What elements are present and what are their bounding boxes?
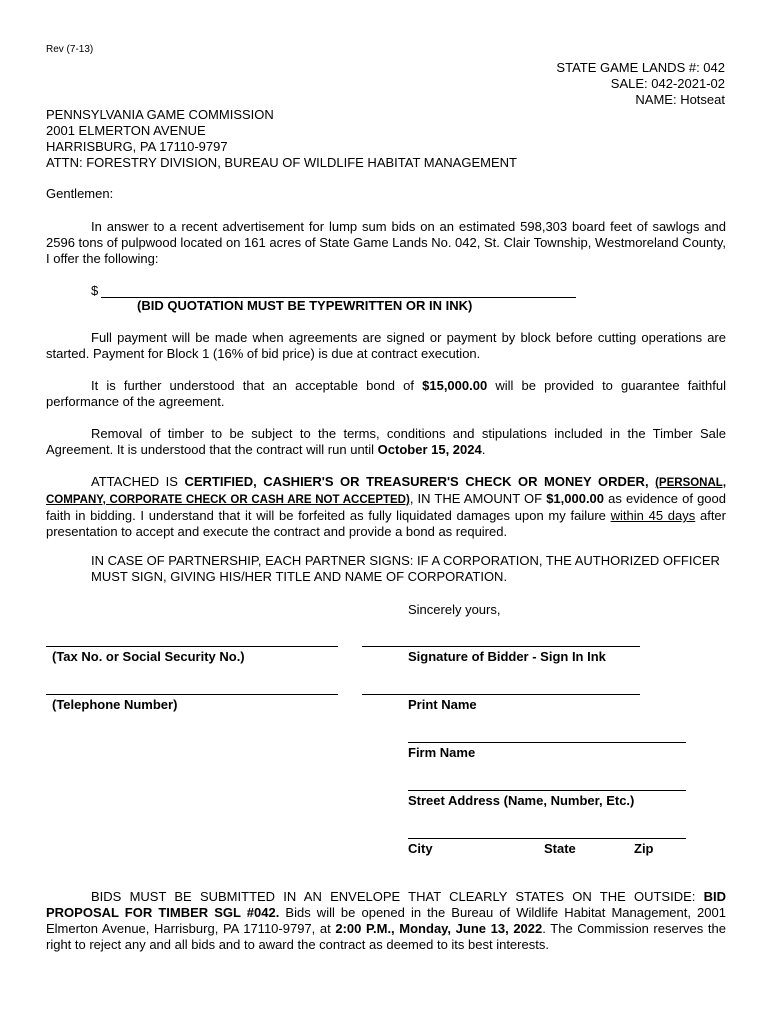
attached-text-pre: ATTACHED IS bbox=[91, 474, 185, 489]
attached-not-accepted: (PERSONAL, COMPANY, CORPORATE CHECK OR CASH ARE NOT ACCEPTED) bbox=[46, 477, 727, 506]
partnership-paragraph: IN CASE OF PARTNERSHIP, EACH PARTNER SIGNS: IF A CORPORATION, THE AUTHORIZED OFFICER MUST SIGN, GIVING HIS/HER TITLE AND NAME OF CORPORATION. bbox=[91, 553, 720, 584]
bids-text-post: . The Commission reserves the right to reject any and all bids and to award the contract as deemed to its best interests. bbox=[46, 921, 726, 952]
city-state-zip-line[interactable] bbox=[408, 838, 686, 839]
address-block bbox=[46, 107, 517, 171]
header-block bbox=[556, 60, 725, 108]
bids-text-mid: Bids will be opened in the Bureau of Wildlife Habitat Management, 2001 Elmerton Avenue, Harrisburg, PA 17110-9797, at bbox=[46, 905, 726, 936]
signature-line[interactable] bbox=[362, 646, 640, 647]
bid-opening-time: 2:00 P.M., Monday, June 13, 2022 bbox=[335, 921, 543, 936]
attached-check-types: CERTIFIED, CASHIER'S OR TREASURER'S CHECK OR MONEY ORDER, bbox=[184, 474, 656, 489]
print-name-line[interactable] bbox=[362, 694, 640, 695]
bids-paragraph bbox=[46, 889, 726, 953]
bid-amount-field[interactable] bbox=[91, 283, 576, 298]
tax-number-line[interactable] bbox=[46, 646, 338, 647]
bid-quotation-note: (BID QUOTATION MUST BE TYPEWRITTEN OR IN INK) bbox=[137, 298, 473, 313]
print-name-label: Print Name bbox=[408, 697, 477, 712]
street-address-line[interactable] bbox=[408, 790, 686, 791]
bond-amount: $15,000.00 bbox=[422, 378, 488, 393]
days-limit: within 45 days bbox=[610, 508, 696, 523]
sale-name: NAME: Hotseat bbox=[635, 92, 725, 107]
contract-end-date: October 15, 2024 bbox=[377, 442, 482, 457]
telephone-label: (Telephone Number) bbox=[52, 697, 178, 712]
good-faith-amount: $1,000.00 bbox=[546, 491, 605, 506]
intro-paragraph: In answer to a recent advertisement for lump sum bids on an estimated 598,303 board feet of sawlogs and 2596 tons of pulpwood located on 161 acres of State Game Lands No. 042, St. Clair Township, Westmoreland County, I offer the following: bbox=[46, 219, 727, 266]
attached-text-post: after presentation to accept and execute the contract and provide a bond as required. bbox=[46, 508, 726, 539]
city-label: City bbox=[408, 841, 433, 856]
closing: Sincerely yours, bbox=[408, 602, 501, 617]
sale-number: SALE: 042-2021-02 bbox=[610, 76, 725, 91]
address-line-3: HARRISBURG, PA 17110-9797 bbox=[46, 139, 228, 154]
game-lands-number: STATE GAME LANDS #: 042 bbox=[556, 60, 725, 75]
street-address-label: Street Address (Name, Number, Etc.) bbox=[408, 793, 635, 808]
firm-name-label: Firm Name bbox=[408, 745, 476, 760]
removal-text-pre: Removal of timber to be subject to the terms, conditions and stipulations included in the Timber Sale Agreement. It is understood that the contract will run until bbox=[46, 426, 726, 457]
dollar-sign: $ bbox=[91, 283, 99, 298]
tax-number-label: (Tax No. or Social Security No.) bbox=[52, 649, 245, 664]
attached-text-mid2: as evidence of good faith in bidding. I understand that it will be forfeited as fully liquidated damages upon my failure bbox=[46, 491, 726, 523]
bond-paragraph bbox=[46, 378, 726, 410]
zip-label: Zip bbox=[634, 841, 654, 856]
bid-proposal-title: BID PROPOSAL FOR TIMBER SGL #042. bbox=[46, 889, 726, 920]
removal-paragraph bbox=[46, 426, 726, 458]
firm-name-line[interactable] bbox=[408, 742, 686, 743]
bond-text-pre: It is further understood that an acceptable bond of bbox=[91, 378, 423, 393]
state-label: State bbox=[544, 841, 576, 856]
address-line-2: 2001 ELMERTON AVENUE bbox=[46, 123, 206, 138]
attached-text-mid: , IN THE AMOUNT OF bbox=[409, 491, 547, 506]
revision-label: Rev (7-13) bbox=[46, 44, 94, 55]
attached-paragraph bbox=[46, 474, 726, 540]
removal-text-post: . bbox=[481, 442, 486, 457]
payment-paragraph: Full payment will be made when agreements are signed or payment by block before cutting operations are started. Payment for Block 1 (16% of bid price) is due at contract execution. bbox=[46, 330, 726, 361]
telephone-line[interactable] bbox=[46, 694, 338, 695]
signature-label: Signature of Bidder - Sign In Ink bbox=[408, 649, 606, 664]
address-line-1: PENNSYLVANIA GAME COMMISSION bbox=[46, 107, 274, 122]
bids-text-pre: BIDS MUST BE SUBMITTED IN AN ENVELOPE THAT CLEARLY STATES ON THE OUTSIDE: bbox=[91, 889, 704, 904]
address-line-4: ATTN: FORESTRY DIVISION, BUREAU OF WILDLIFE HABITAT MANAGEMENT bbox=[46, 155, 517, 170]
bond-text-post: will be provided to guarantee faithful performance of the agreement. bbox=[46, 378, 727, 409]
salutation: Gentlemen: bbox=[46, 186, 114, 201]
